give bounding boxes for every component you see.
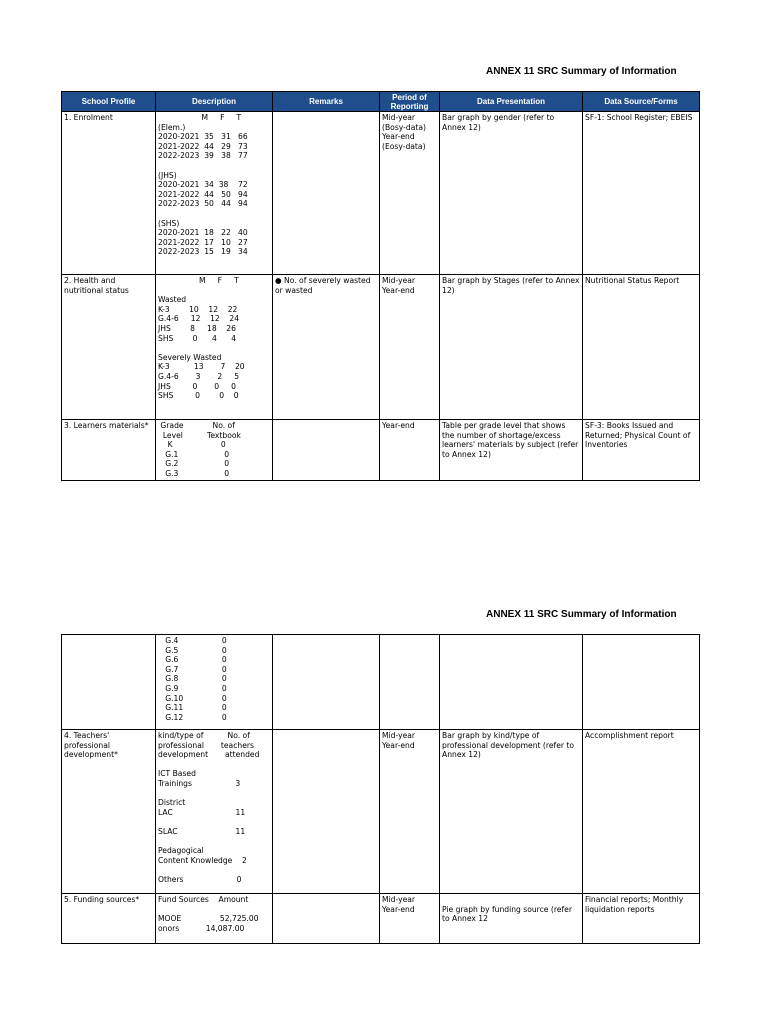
period-cell: [380, 635, 440, 730]
period-cell: Mid-year Year-end: [380, 730, 440, 894]
presentation-cell: Pie graph by funding source (refer to Annex 12: [440, 894, 583, 944]
header-period: Period of Reporting: [380, 92, 440, 112]
header-data-source: Data Source/Forms: [583, 92, 700, 112]
school-profile-cell: 1. Enrolment: [62, 112, 156, 275]
presentation-cell: Bar graph by gender (refer to Annex 12): [440, 112, 583, 275]
header-school-profile: School Profile: [62, 92, 156, 112]
period-cell: Mid-year Year-end: [380, 894, 440, 944]
remarks-cell: [273, 894, 380, 944]
table-row: [62, 112, 700, 275]
description-text: M F T (Elem.) 2020-2021 35 31 66 2021-2022 44 29 73 2022-2023 39 38 77 (JHS) 2020-2021 34 38 72 2021-2022 44 50 94 2022-2023 50 44 94 (SHS) 2020-2021 18 22 40 2021-2022 17 10 27 2022-2023 15 19 34: [158, 113, 248, 257]
description-cell: [156, 420, 273, 481]
annex-title-page1: ANNEX 11 SRC Summary of Information: [486, 66, 677, 77]
table-header-row: [62, 92, 700, 112]
annex-title-page2: ANNEX 11 SRC Summary of Information: [486, 609, 677, 620]
source-cell: SF-3: Books Issued and Returned; Physical Count of Inventories: [583, 420, 700, 481]
remarks-cell: [273, 112, 380, 275]
summary-table-page1: [61, 91, 700, 481]
remarks-cell: [273, 730, 380, 894]
source-cell: Nutritional Status Report: [583, 275, 700, 420]
header-data-presentation: Data Presentation: [440, 92, 583, 112]
presentation-cell: [440, 635, 583, 730]
description-text: G.4 0 G.5 0 G.6 0 G.7 0 G.8 0 G.9 0 G.10 0 G.11 0 G.12 0: [165, 636, 227, 722]
school-profile-cell: 5. Funding sources*: [62, 894, 156, 944]
school-profile-cell: [62, 635, 156, 730]
table-row: [62, 894, 700, 944]
source-cell: Accomplishment report: [583, 730, 700, 894]
school-profile-cell: 4. Teachers' professional development*: [62, 730, 156, 894]
table-row: [62, 420, 700, 481]
remarks-cell: [273, 635, 380, 730]
source-cell: [583, 635, 700, 730]
school-profile-cell: 2. Health and nutritional status: [62, 275, 156, 420]
table-row: [62, 275, 700, 420]
period-cell: Year-end: [380, 420, 440, 481]
description-cell: [156, 112, 273, 275]
presentation-cell: Bar graph by Stages (refer to Annex 12): [440, 275, 583, 420]
remarks-cell: [273, 420, 380, 481]
description-text: Fund Sources Amount MOOE 52,725.00 onors 14,087.00: [158, 895, 259, 933]
header-description: Description: [156, 92, 273, 112]
description-text: Grade No. of Level Textbook K 0 G.1 0 G.2 0 G.3 0: [160, 421, 241, 478]
source-cell: SF-1: School Register; EBEIS: [583, 112, 700, 275]
table-row: [62, 730, 700, 894]
school-profile-cell: 3. Learners materials*: [62, 420, 156, 481]
description-cell: [156, 275, 273, 420]
description-cell: [156, 730, 273, 894]
description-cell: [156, 894, 273, 944]
remarks-cell: ● No. of severely wasted or wasted: [273, 275, 380, 420]
source-cell: Financial reports; Monthly liquidation reports: [583, 894, 700, 944]
header-remarks: Remarks: [273, 92, 380, 112]
description-text: M F T Wasted K-3 10 12 22 G.4-6 12 12 24 JHS 8 18 26 SHS 0 4 4 Severely Wasted K-3 13 7 20 G.4-6 3 2 5 JHS 0 0 0 SHS 0 0 0: [158, 276, 245, 401]
presentation-cell: Bar graph by kind/type of professional development (refer to Annex 12): [440, 730, 583, 894]
summary-table-page2: [61, 634, 700, 944]
period-cell: Mid-year (Bosy-data) Year-end (Eosy-data): [380, 112, 440, 275]
description-cell: [156, 635, 273, 730]
table-row: [62, 635, 700, 730]
description-text: kind/type of No. of professional teachers development attended ICT Based Trainings 3 District LAC 11 SLAC 11 Pedagogical Content Knowledge 2 Others 0: [158, 731, 260, 884]
period-cell: Mid-year Year-end: [380, 275, 440, 420]
presentation-cell: Table per grade level that shows the number of shortage/excess learners' materials by subject (refer to Annex 12): [440, 420, 583, 481]
